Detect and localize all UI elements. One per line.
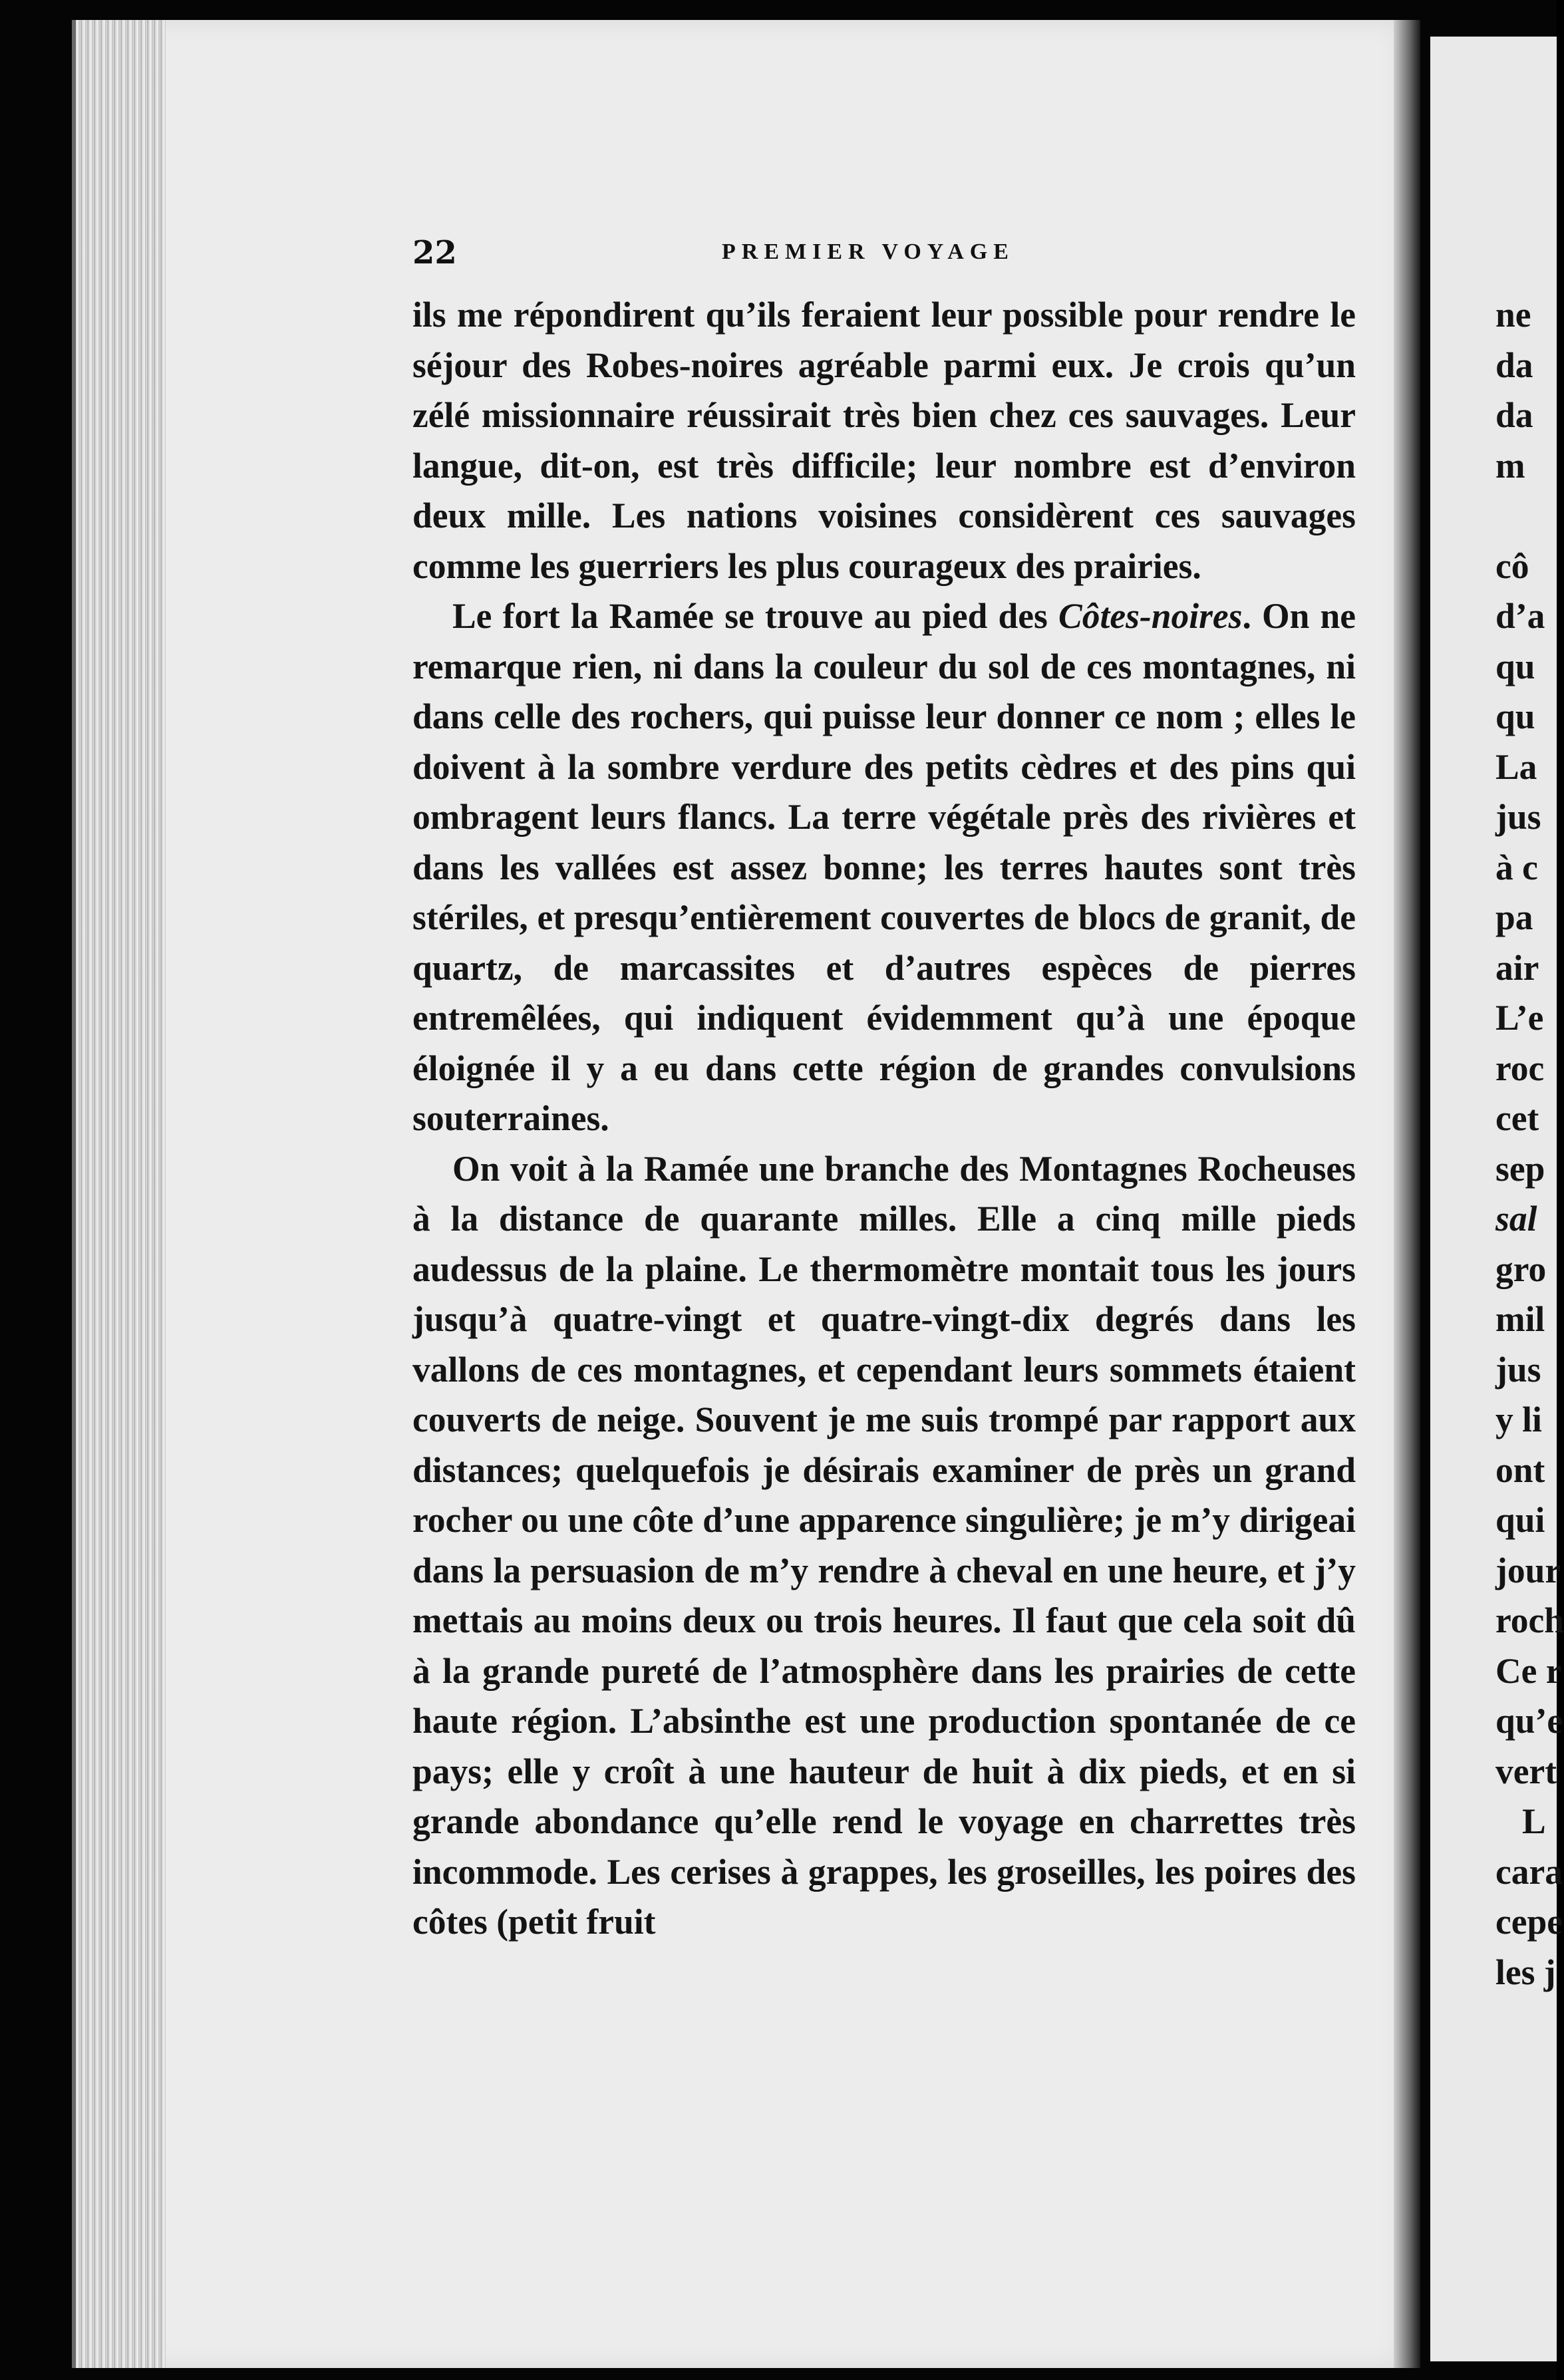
body-text [412, 290, 1356, 1948]
facing-line: ne [1495, 295, 1531, 335]
facing-line: qu [1495, 696, 1535, 736]
facing-line: da [1495, 345, 1533, 385]
facing-line: à c [1495, 847, 1538, 887]
facing-line: roch [1495, 1600, 1564, 1640]
facing-line: da [1495, 395, 1533, 435]
facing-line: jus [1495, 797, 1541, 837]
facing-line: cô [1495, 545, 1529, 586]
paragraph-2 [412, 591, 1356, 1144]
facing-line: sep [1495, 1148, 1545, 1189]
facing-line: ont [1495, 1449, 1545, 1490]
facing-line: cara [1495, 1851, 1563, 1892]
facing-line: roc [1495, 1048, 1545, 1088]
facing-line: Ce r [1495, 1650, 1562, 1691]
facing-line: mil [1495, 1299, 1545, 1339]
facing-page-text [1495, 290, 1564, 1998]
italic-place-name: Côtes-noires [1058, 596, 1243, 636]
paragraph-3: On voit à la Ramée une branche des Montagnes Rocheuses à la distance de quarante milles. Elle a cinq mille pieds audessus de la plaine. Le thermomètre montait tous les jours jusqu’à quatre-vingt et quatre-vingt-dix degrés dans les vallons de ces montagnes, et cependant leurs sommets étaient couverts de neige. Souvent je me suis trompé par rapport aux distances; quelquefois je désirais examiner de près un grand rocher ou une côte d’une apparence singulière; je m’y dirigeai dans la persuasion de m’y rendre à cheval en une heure, et j’y mettais au moins deux ou trois heures. Il faut que cela soit dû à la grande pureté de l’atmosphère dans les prairies de cette haute région. L’absinthe est une production spontanée de ce pays; elle y croît à une hauteur de huit à dix pieds, et en si grande abondance qu’elle rend le voyage en charrettes très incommode. Les cerises à grappes, les groseilles, les poires des côtes (petit fruit [412, 1148, 1356, 1942]
facing-line: qu’e [1495, 1701, 1563, 1741]
facing-line: les j [1495, 1952, 1556, 1992]
page-edges [72, 20, 166, 2368]
facing-line: L [1522, 1801, 1546, 1841]
paragraph-2-start: Le fort la Ramée se trouve au pied des [452, 596, 1059, 636]
facing-line: gro [1495, 1249, 1547, 1289]
paragraph-1: ils me répondirent qu’ils feraient leur possible pour rendre le séjour des Robes-noires agréable parmi eux. Je crois qu’un zélé missionnaire réussirait très bien chez ces sauvages. Leur langue, dit-on, est très difficile; leur nombre est d’environ deux mille. Les nations voisines considèrent ces sauvages comme les guerriers les plus courageux des prairies. [412, 295, 1356, 586]
facing-line: qu [1495, 646, 1535, 686]
facing-line: d’a [1495, 596, 1545, 636]
facing-line: m [1495, 445, 1525, 486]
facing-line: sal [1495, 1199, 1537, 1239]
facing-line: jour [1495, 1550, 1561, 1590]
running-title: PREMIER VOYAGE [722, 239, 1015, 264]
page-number: 22 [412, 234, 457, 271]
facing-line: La [1495, 746, 1537, 787]
facing-line: y li [1495, 1400, 1542, 1439]
facing-line: air [1495, 947, 1539, 988]
gutter-shadow [1394, 20, 1420, 2368]
facing-line: vert [1495, 1751, 1557, 1791]
facing-line: L’e [1495, 998, 1544, 1038]
facing-line: cet [1495, 1098, 1539, 1138]
facing-line: qui [1495, 1500, 1545, 1540]
paragraph-2-rest: . On ne remarque rien, ni dans la couleur du sol de ces montagnes, ni dans celle des rochers, qui puisse leur donner ce nom ; elles le doivent à la sombre verdure des petits cèdres et des pins qui ombragent leurs flancs. La terre végétale près des rivières et dans les vallées est assez bonne; les terres hautes sont très stériles, et presqu’entièrement couvertes de blocs de granit, de quartz, de marcassites et d’autres espèces de pierres entremêlées, qui indiquent évidemment qu’à une époque éloignée il y a eu dans cette région de grandes convulsions souterraines. [412, 596, 1356, 1138]
facing-line: jus [1495, 1349, 1541, 1390]
facing-line: pa [1495, 897, 1533, 937]
facing-line: cepe [1495, 1902, 1563, 1942]
page-header [412, 234, 1344, 274]
